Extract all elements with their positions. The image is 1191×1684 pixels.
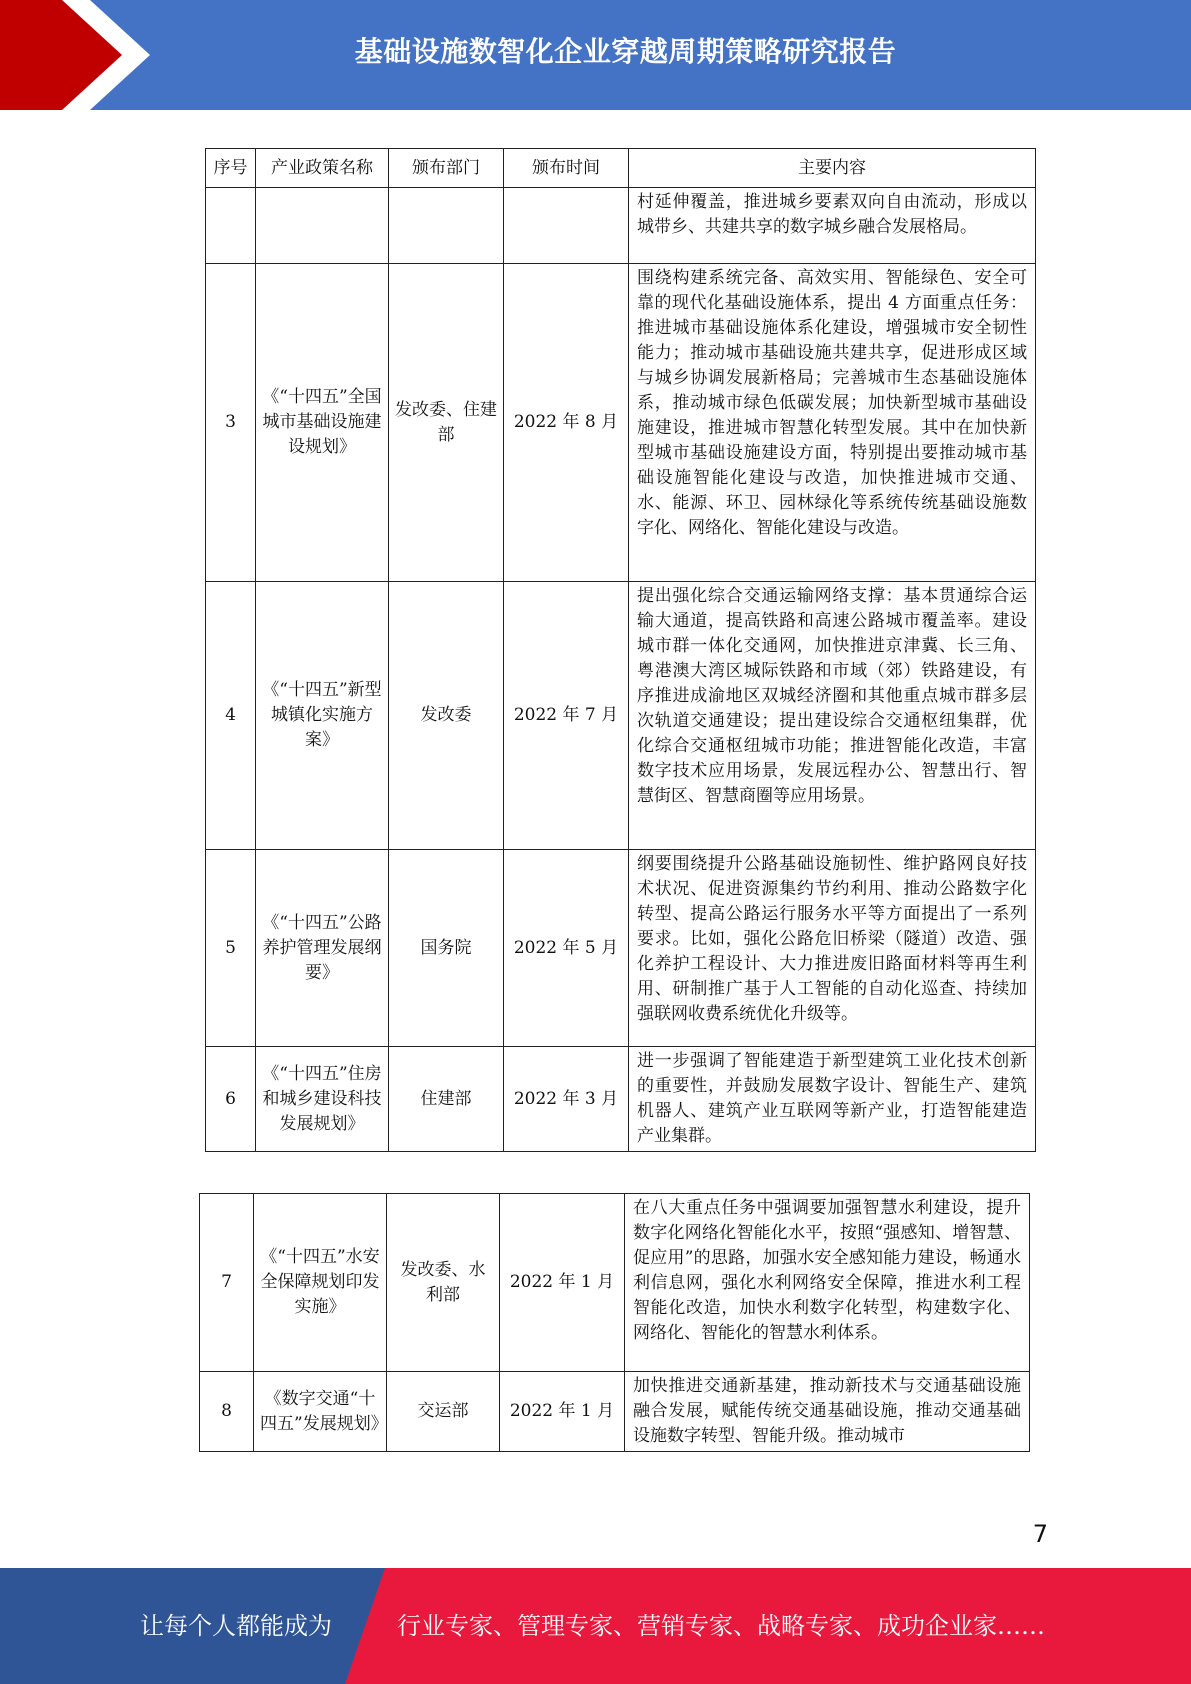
header-department: 颁布部门 — [389, 149, 504, 188]
row-date: 2022 年 8 月 — [504, 264, 629, 582]
row-department: 发改委 — [389, 582, 504, 850]
row-policy-name: 《“十四五”公路养护管理发展纲要》 — [256, 850, 389, 1047]
page-header — [0, 0, 1191, 110]
row-department: 发改委、水利部 — [387, 1194, 500, 1372]
table-row-continued — [206, 188, 1036, 264]
row-policy-name: 《“十四五”住房和城乡建设科技发展规划》 — [256, 1047, 389, 1152]
row-no: 4 — [206, 582, 256, 850]
policy-table — [205, 148, 1036, 1152]
row-content: 围绕构建系统完备、高效实用、智能绿色、安全可靠的现代化基础设施体系，提出 4 方面重点任务：推进城市基础设施体系化建设，增强城市安全韧性能力；推动城市基础设施共建共享，促进形成区域与城乡协调发展新格局；完善城市生态基础设施体系，推动城市绿色低碳发展；加快新型城市基础设施建设，推进城市智慧化转型发展。其中在加快新型城市基础设施建设方面，特别提出要推动城市基础设施智能化建设与改造，加快推进城市交通、水、能源、环卫、园林绿化等系统传统基础设施数字化、网络化、智能化建设与改造。 — [629, 264, 1036, 582]
row-no: 7 — [200, 1194, 254, 1372]
row-policy-name: 《数字交通“十四五”发展规划》 — [254, 1372, 387, 1452]
row-date: 2022 年 3 月 — [504, 1047, 629, 1152]
header-date: 颁布时间 — [504, 149, 629, 188]
table-header-row — [206, 149, 1036, 188]
row-content: 在八大重点任务中强调要加强智慧水利建设，提升数字化网络化智能化水平，按照“强感知、增智慧、促应用”的思路，加强水安全感知能力建设，畅通水利信息网，强化水利网络安全保障，推进水利工程智能化改造，加快水利数字化转型，构建数字化、网络化、智能化的智慧水利体系。 — [625, 1194, 1030, 1372]
row-content: 村延伸覆盖，推进城乡要素双向自由流动，形成以城带乡、共建共享的数字城乡融合发展格局。 — [629, 188, 1036, 264]
table-row — [206, 582, 1036, 850]
row-department: 交运部 — [387, 1372, 500, 1452]
row-content: 纲要围绕提升公路基础设施韧性、维护路网良好技术状况、促进资源集约节约利用、推动公路数字化转型、提高公路运行服务水平等方面提出了一系列要求。比如，强化公路危旧桥梁（隧道）改造、强化养护工程设计、大力推进废旧路面材料等再生利用、研制推广基于人工智能的自动化巡查、持续加强联网收费系统优化升级等。 — [629, 850, 1036, 1047]
table-row — [200, 1194, 1030, 1372]
table-row — [206, 850, 1036, 1047]
table-row — [206, 264, 1036, 582]
row-policy-name: 《“十四五”水安全保障规划印发实施》 — [254, 1194, 387, 1372]
row-policy-name: 《“十四五”全国城市基础设施建设规划》 — [256, 264, 389, 582]
row-content: 提出强化综合交通运输网络支撑：基本贯通综合运输大通道，提高铁路和高速公路城市覆盖率。建设城市群一体化交通网，加快推进京津冀、长三角、粤港澳大湾区城际铁路和市域（郊）铁路建设，有序推进成渝地区双城经济圈和其他重点城市群多层次轨道交通建设；提出建设综合交通枢纽集群，优化综合交通枢纽城市功能；推进智能化改造，丰富数字技术应用场景，发展远程办公、智慧出行、智慧街区、智慧商圈等应用场景。 — [629, 582, 1036, 850]
header-policy-name: 产业政策名称 — [256, 149, 389, 188]
row-department: 住建部 — [389, 1047, 504, 1152]
row-date: 2022 年 1 月 — [500, 1194, 625, 1372]
page-number: 7 — [1032, 1520, 1048, 1548]
row-no: 5 — [206, 850, 256, 1047]
table-row — [206, 1047, 1036, 1152]
row-department: 发改委、住建部 — [389, 264, 504, 582]
row-no: 6 — [206, 1047, 256, 1152]
row-date: 2022 年 1 月 — [500, 1372, 625, 1452]
footer-slogan-right: 行业专家、管理专家、营销专家、战略专家、成功企业家…… — [397, 1612, 1045, 1640]
header-no: 序号 — [206, 149, 256, 188]
row-policy-name: 《“十四五”新型城镇化实施方案》 — [256, 582, 389, 850]
report-title: 基础设施数智化企业穿越周期策略研究报告 — [354, 35, 897, 68]
row-content: 加快推进交通新基建，推动新技术与交通基础设施融合发展，赋能传统交通基础设施，推动交通基础设施数字转型、智能升级。推动城市 — [625, 1372, 1030, 1452]
page-footer — [0, 1568, 1191, 1684]
footer-slogan-left: 让每个人都能成为 — [140, 1612, 332, 1640]
row-no: 8 — [200, 1372, 254, 1452]
row-no: 3 — [206, 264, 256, 582]
row-department: 国务院 — [389, 850, 504, 1047]
table-row — [200, 1372, 1030, 1452]
policy-table-continued — [199, 1193, 1030, 1452]
header-content: 主要内容 — [629, 149, 1036, 188]
row-content: 进一步强调了智能建造于新型建筑工业化技术创新的重要性，并鼓励发展数字设计、智能生产、建筑机器人、建筑产业互联网等新产业，打造智能建造产业集群。 — [629, 1047, 1036, 1152]
row-date: 2022 年 5 月 — [504, 850, 629, 1047]
row-date: 2022 年 7 月 — [504, 582, 629, 850]
